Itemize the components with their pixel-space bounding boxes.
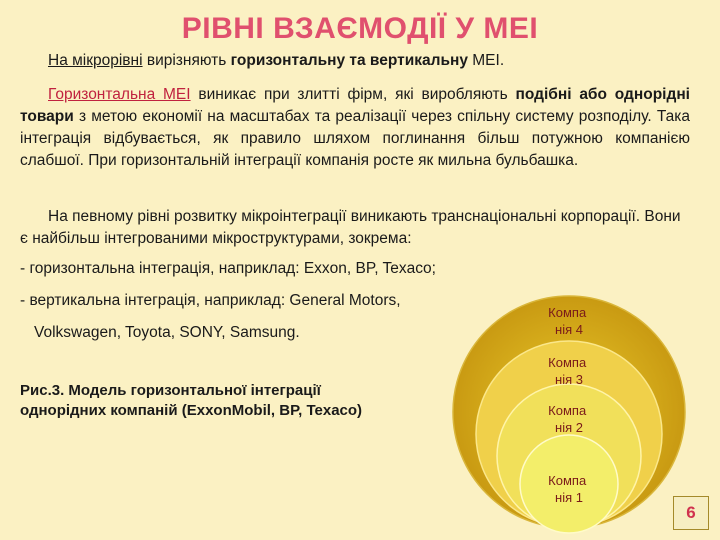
list-item-vertical: - вертикальна інтеграція, наприклад: General Motors, — [20, 292, 401, 309]
term-similar-goods: подібні або однорідні товари — [20, 86, 690, 125]
paragraph-tnc — [20, 206, 690, 250]
label-company-4: Компа нія 4 — [548, 305, 587, 337]
label-company-2: Компа нія 2 — [548, 403, 587, 435]
figure-caption: Рис.3. Модель горизонтальної інтеграції однорідних компаній (ExxonMobil, BP, Texaco) — [20, 382, 363, 419]
paragraph-horizontal-mei — [20, 84, 690, 172]
term-micro-level: На мікрорівні — [48, 52, 143, 69]
list-item-horizontal: - горизонтальна інтеграція, наприклад: Exxon, BP, Texaco; — [20, 260, 436, 277]
para1-text: вирізняють — [142, 52, 231, 69]
para2-rest: з метою економії на масштабах та реалізації через спільну систему розподілу. Така інтеграція відбувається, як правило шляхом поглинання більш потужною компанією слабшої. При горизонтальній інтеграції компанія росте як мильна бульбашка. — [20, 108, 690, 169]
label-company-1: Компа нія 1 — [548, 473, 587, 505]
term-horizontal-mei: Горизонтальна МЕІ — [48, 86, 191, 103]
para2-text: виникає при злитті фірм, які виробляють — [190, 86, 516, 103]
paragraph-micro-level — [48, 50, 698, 72]
page-title: РІВНІ ВЗАЄМОДІЇ У МЕІ — [181, 12, 539, 45]
para1-end: МЕІ. — [467, 52, 505, 69]
para3-text: На певному рівні розвитку мікроінтеграції виникають транснаціональні корпорації. Вони є найбільш інтегрованими мікроструктурами, зокрема: — [20, 208, 681, 247]
label-company-3: Компа нія 3 — [548, 355, 587, 387]
concentric-circles-diagram — [452, 286, 688, 536]
term-horizontal-vertical: горизонтальну та вертикальну — [230, 52, 468, 69]
list-item-vertical-cont: Volkswagen, Toyota, SONY, Samsung. — [34, 324, 300, 341]
page-number: 6 — [673, 496, 709, 530]
